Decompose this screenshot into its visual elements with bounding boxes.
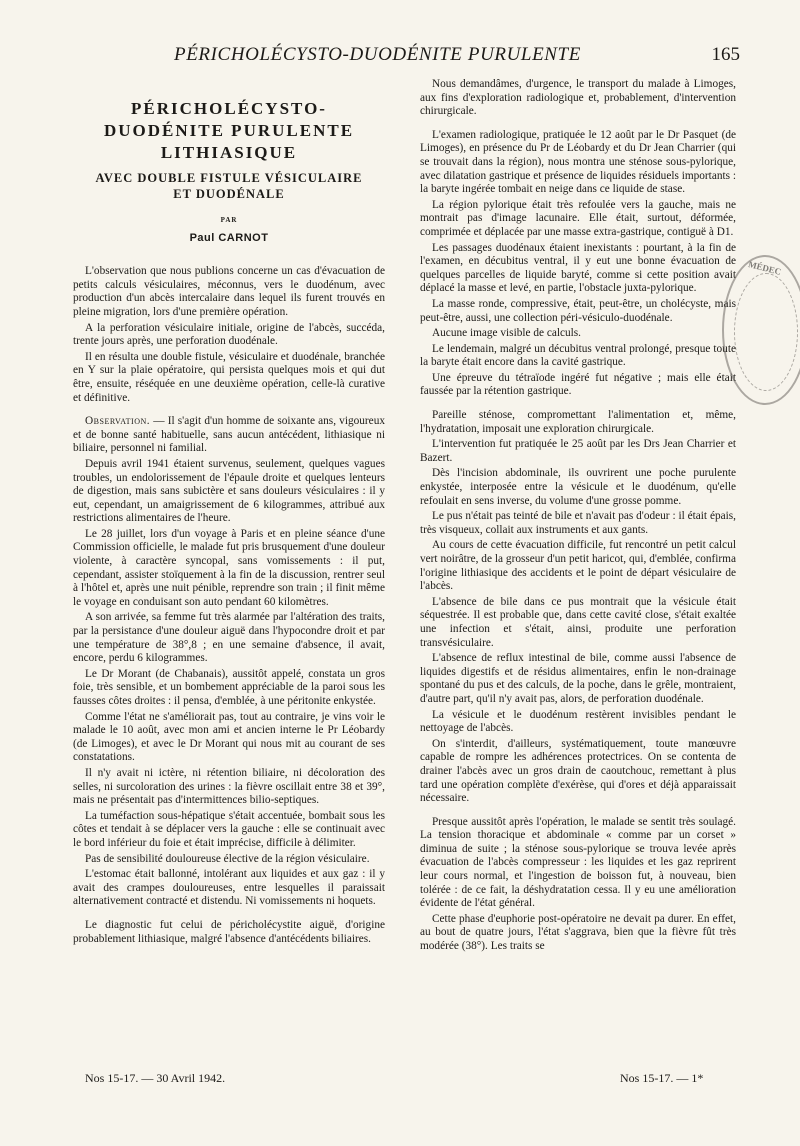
paragraph: Pareille sténose, compromettant l'alimentation et, même, l'hydratation, imposait une exploration chirurgicale. bbox=[420, 409, 736, 435]
paragraph: Le lendemain, malgré un décubitus ventral prolongé, presque toute la baryte était encore dans la cavité gastrique. bbox=[420, 342, 736, 369]
paragraph: La masse ronde, compressive, était, peut-être, un cholécyste, mais peut-être, aussi, une collection péri-vésiculo-duodénale. bbox=[420, 297, 736, 324]
paragraph: Comme l'état ne s'améliorait pas, tout au contraire, je vins voir le malade le 10 août, avec mon ami et ancien interne le Pr Léobardy (de Limoges), et avec le Dr Morant qui nous mit au courant de ses constatations. bbox=[73, 710, 385, 764]
paragraph: Les passages duodénaux étaient inexistants : pourtant, à la fin de l'examen, en décubitus ventral, il y eut une bonne évacuation de quelques parcelles de liquide baryté, comme si cette position avait déplacé la masse et levé, en partie, l'obstacle juxta-pylorique. bbox=[420, 241, 736, 295]
paragraph: Une épreuve du tétraïode ingéré fut négative ; mais elle était faussée par la rétention gastrique. bbox=[420, 371, 736, 398]
article-title-line3: LITHIASIQUE bbox=[160, 143, 298, 162]
left-column bbox=[73, 78, 385, 948]
paragraph: L'absence de bile dans ce pus montrait que la vésicule était séquestrée. Il est probable que, dans cette cavité close, s'était exaltée une infection et s'était, ainsi, produite une perforation transvésiculaire. bbox=[420, 595, 736, 649]
right-column bbox=[420, 78, 736, 956]
paragraph: Il en résulta une double fistule, vésiculaire et duodénale, branchée en Y sur la plaie opératoire, qui persista quelques mois et qui dut être, ensuite, réséquée en une deuxième opération, celle-là curative et définitive. bbox=[73, 350, 385, 404]
paragraph: L'estomac était ballonné, intolérant aux liquides et aux gaz : il y avait des crampes douloureuses, entre lesquelles il paraissait alternativement contracté et distendu. Ni vomissements ni hoquets. bbox=[73, 868, 385, 908]
observation-paragraph bbox=[73, 415, 385, 456]
article-title-line1: PÉRICHOLÉCYSTO- bbox=[131, 99, 327, 118]
observation-label: Observation. bbox=[85, 415, 151, 428]
footer-issue-left: Nos 15-17. — 30 Avril 1942. bbox=[85, 1071, 226, 1085]
footer-issue-right: Nos 15-17. — 1* bbox=[620, 1071, 704, 1085]
paragraph: Dès l'incision abdominale, ils ouvrirent une poche purulente enkystée, interposée entre la vésicule et le duodénum, qu'elle refoulait en sens inverse, du volume d'une grosse pomme. bbox=[420, 467, 736, 507]
author-name: Paul CARNOT bbox=[189, 231, 269, 244]
library-stamp bbox=[722, 255, 800, 405]
paragraph: A son arrivée, sa femme fut très alarmée par l'altération des traits, par la persistance d'une douleur aiguë dans l'hypocondre droit et par une température de 38°,8 ; en une semaine d'absence, il avait, encore, perdu 6 kilogrammes. bbox=[73, 611, 385, 665]
paragraph: Depuis avril 1941 étaient survenus, seulement, quelques vagues troubles, un endolorissement de l'épaule droite et quelques lenteurs de digestion, mais sans subictère et sans douleurs vésiculaires : il y eut, cependant, un amaigrissement de 6 kilogrammes, attribué aux restrictions alimentaires de l'heure. bbox=[73, 457, 385, 525]
page-number: 165 bbox=[711, 44, 740, 65]
paragraph: Le 28 juillet, lors d'un voyage à Paris et en pleine séance d'une Commission officielle, le malade fut pris brusquement d'une douleur violente, à caractère syncopal, sans vomissements : il put, cependant, assister stoïquement à la fin de la discussion, rentrer seul à l'hôtel et, après une nuit pénible, reprendre son train ; il finit même le voyage en conduisant son auto pendant 60 kilomètres. bbox=[73, 527, 385, 608]
paragraph: La région pylorique était très refoulée vers la gauche, mais ne montrait pas d'image lacunaire. Elle était, surtout, déformée, comprimée et déplacée par une masse extra-gastrique, contiguë à D1. bbox=[420, 198, 736, 238]
article-title-block bbox=[73, 98, 385, 245]
paragraph: Au cours de cette évacuation difficile, fut rencontré un petit calcul vert noirâtre, de la grosseur d'un petit haricot, qui, d'emblée, confirma l'origine lithiasique des accidents et le point de départ vésiculaire de l'abcès. bbox=[420, 539, 736, 593]
article-subtitle-line2: ET DUODÉNALE bbox=[173, 187, 285, 201]
paragraph: Il n'y avait ni ictère, ni rétention biliaire, ni décoloration des selles, ni surcoloration des urines : la fièvre oscillait entre 38 et 39°, mais ne présentait pas d'intermittences bilio-septiques. bbox=[73, 766, 385, 807]
paragraph: La tuméfaction sous-hépatique s'était accentuée, bombait sous les côtes et tendait à se déplacer vers la gauche : elle se continuait avec le bord inférieur du foie et était imprécise, difficile à délimiter. bbox=[73, 809, 385, 849]
paragraph: Le Dr Morant (de Chabanais), aussitôt appelé, constata un gros foie, très sensible, et un bombement appréciable de la paroi sous les fausses côtes droites : il pensa, d'emblée, à une péritonite enkystée. bbox=[73, 667, 385, 707]
paragraph: On s'interdit, d'ailleurs, systématiquement, toute manœuvre capable de rompre les adhérences protectrices. On se contenta de drainer l'abcès avec un gros drain de caoutchouc, remettant à plus tard une opération complète d'exérèse, qui d'ores et déjà apparaissait nécessaire. bbox=[420, 737, 736, 805]
paragraph: Presque aussitôt après l'opération, le malade se sentit très soulagé. La tension thoracique et abdominale « comme par un corset » diminua de suite ; la sténose sous-pylorique se trouva levée après évacuation de l'abcès compresseur : les liquides et les gaz reprirent leur cours normal, et l'ingestion de boisson fut, à nouveau, bien tolérée : de ce fait, la déshydratation cessa. Il y eu une amélioration évidente de l'état général. bbox=[420, 815, 736, 910]
paragraph: Pas de sensibilité douloureuse élective de la région vésiculaire. bbox=[85, 852, 370, 865]
byline-par: PAR bbox=[220, 216, 238, 224]
stamp-text: MÉDEC bbox=[747, 259, 783, 277]
paragraph: Le pus n'était pas teinté de bile et n'avait pas d'odeur : il était épais, très visqueux, collait aux instruments et aux gants. bbox=[420, 510, 736, 536]
paragraph: La vésicule et le duodénum restèrent invisibles pendant le nettoyage de l'abcès. bbox=[420, 708, 736, 735]
running-title: PÉRICHOLÉCYSTO-DUODÉNITE PURULENTE bbox=[174, 44, 581, 65]
paragraph: Aucune image visible de calculs. bbox=[432, 327, 582, 340]
observation-text: — Il s'agit d'un homme de soixante ans, vigoureux et de bonne santé habituelle, sans aucun antécédent, lithiasique ni biliaire, personnel ni familial. bbox=[73, 415, 385, 455]
article-title-line2: DUODÉNITE PURULENTE bbox=[103, 121, 355, 140]
running-head bbox=[70, 44, 740, 66]
paragraph: Le diagnostic fut celui de péricholécystite aiguë, d'origine probablement lithiasique, malgré l'absence d'antécédents biliaires. bbox=[73, 918, 385, 945]
paragraph: L'observation que nous publions concerne un cas d'évacuation de petits calculs vésiculaires, méconnus, vers le duodénum, avec production d'un abcès intercalaire dans lequel ils furent trouvés en pleine migration, lors d'une première opération. bbox=[73, 265, 385, 318]
paragraph: L'intervention fut pratiquée le 25 août par les Drs Jean Charrier et Bazert. bbox=[420, 438, 736, 464]
paragraph: A la perforation vésiculaire initiale, origine de l'abcès, succéda, trente jours après, une perforation duodénale. bbox=[73, 321, 385, 348]
paragraph: Nous demandâmes, d'urgence, le transport du malade à Limoges, aux fins d'exploration radiologique et, probablement, d'intervention chirurgicale. bbox=[420, 78, 736, 118]
paragraph: Cette phase d'euphorie post-opératoire ne devait pa durer. En effet, au bout de quatre jours, l'état s'aggrava, bien que la fièvre fût très modérée (38°). Les traits se bbox=[420, 912, 736, 953]
paragraph: L'absence de reflux intestinal de bile, comme aussi l'absence de liquides digestifs et de résidus alimentaires, enfin le non-drainage spontané du pus et des calculs, de la poche, dans le grêle, montraient, d'autre part, qu'il n'y avait pas, alors, de perforation duodénale. bbox=[420, 652, 736, 705]
stamp-inner-ring bbox=[734, 273, 798, 391]
paragraph: L'examen radiologique, pratiquée le 12 août par le Dr Pasquet (de Limoges), en présence du Pr de Léobardy et du Dr Jean Charrier (qui se trouvait dans la région), nous montra une sténose sous-pylorique, avec dilatation gastrique et présence de liquides résiduels importants : la baryte ingérée tombait en neige dans ce liquide de stase. bbox=[420, 128, 736, 196]
article-subtitle-line1: AVEC DOUBLE FISTULE VÉSICULAIRE bbox=[95, 171, 363, 185]
